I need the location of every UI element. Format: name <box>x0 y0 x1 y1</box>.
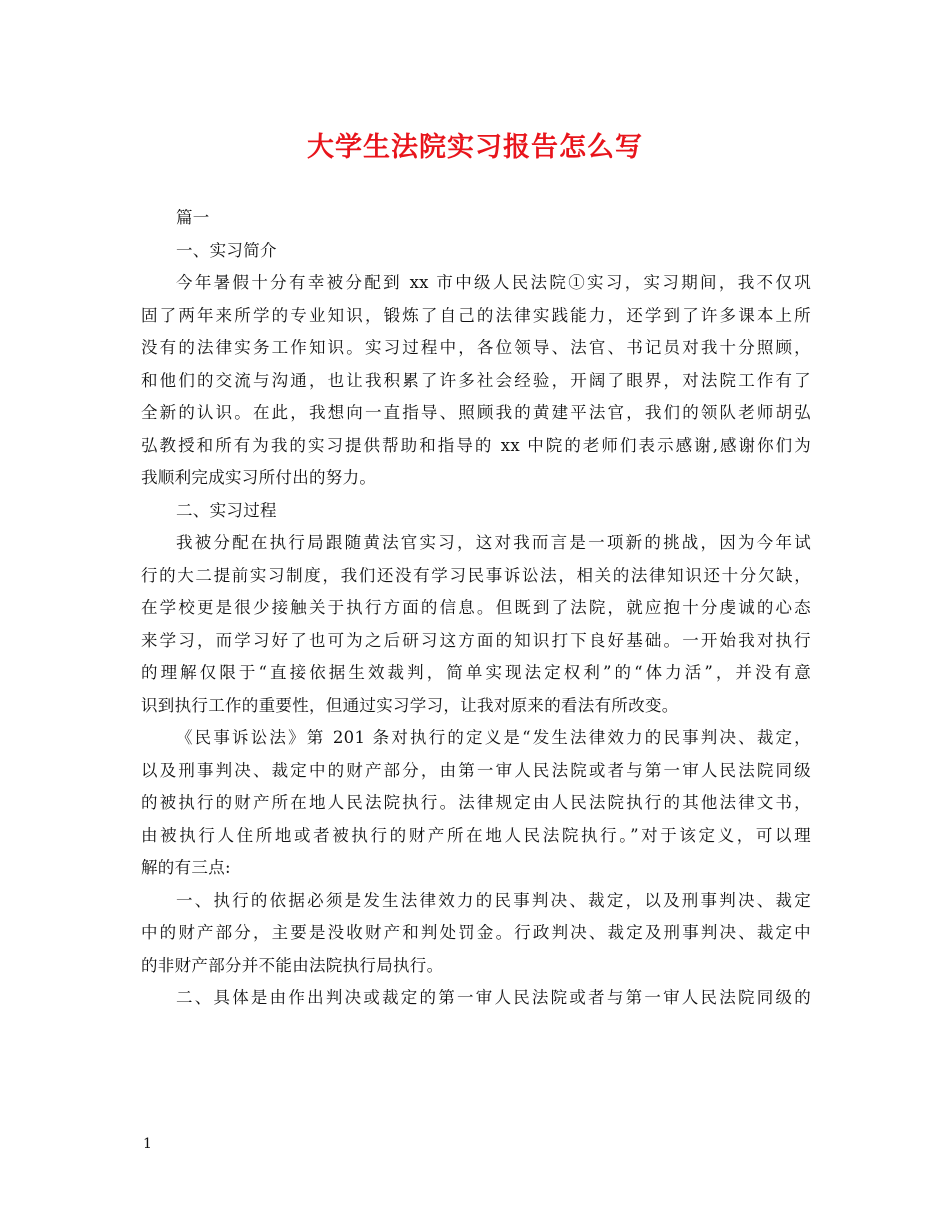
text-line: 我被分配在执行局跟随黄法官实习，这对我而言是一项新的挑战，因为今年试 <box>176 533 811 552</box>
text-line: 今年暑假十分有幸被分配到 xx 市中级人民法院①实习，实习期间，我不仅巩 <box>176 273 811 292</box>
text-line: 篇一 <box>176 208 210 227</box>
text-line: 的被执行的财产所在地人民法院执行。法律规定由人民法院执行的其他法律文书， <box>141 793 811 812</box>
text-line: 在学校更是很少接触关于执行方面的信息。但既到了法院，就应抱十分虔诚的心态 <box>141 598 811 617</box>
text-line: 一、实习简介 <box>176 240 277 260</box>
document-title: 大学生法院实习报告怎么写 <box>307 132 643 163</box>
text-line: 的非财产部分并不能由法院执行局执行。 <box>141 955 444 975</box>
text-line: 没有的法律实务工作知识。实习过程中，各位领导、法官、书记员对我十分照顾， <box>141 338 811 357</box>
page-number: 1 <box>143 1136 152 1152</box>
text-line: 弘教授和所有为我的实习提供帮助和指导的 xx 中院的老师们表示感谢,感谢你们为 <box>141 435 811 455</box>
text-line: 和他们的交流与沟通，也让我积累了许多社会经验，开阔了眼界，对法院工作有了 <box>141 370 811 390</box>
text-line: 以及刑事判决、裁定中的财产部分，由第一审人民法院或者与第一审人民法院同级 <box>141 760 811 780</box>
document-body <box>141 202 811 1015</box>
text-line: 的理解仅限于“直接依据生效裁判，简单实现法定权利”的“体力活”，并没有意 <box>141 663 811 682</box>
text-line: 全新的认识。在此，我想向一直指导、照顾我的黄建平法官，我们的领队老师胡弘 <box>141 403 811 422</box>
text-line: 二、实习过程 <box>176 500 277 520</box>
text-line: 由被执行人住所地或者被执行的财产所在地人民法院执行。”对于该定义，可以理 <box>141 825 811 845</box>
text-line: 固了两年来所学的专业知识，锻炼了自己的法律实践能力，还学到了许多课本上所 <box>141 305 811 325</box>
text-line: 中的财产部分，主要是没收财产和判处罚金。行政判决、裁定及刑事判决、裁定中 <box>141 923 811 942</box>
text-line: 解的有三点: <box>141 858 231 877</box>
text-line: 识到执行工作的重要性，但通过实习学习，让我对原来的看法有所改变。 <box>141 695 679 715</box>
text-line: 行的大二提前实习制度，我们还没有学习民事诉讼法，相关的法律知识还十分欠缺， <box>141 565 811 585</box>
text-line: 二、具体是由作出判决或裁定的第一审人民法院或者与第一审人民法院同级的 <box>176 988 811 1007</box>
text-line: 一、执行的依据必须是发生法律效力的民事判决、裁定，以及刑事判决、裁定 <box>176 890 811 910</box>
text-line: 来学习，而学习好了也可为之后研习这方面的知识打下良好基础。一开始我对执行 <box>141 630 811 650</box>
text-line: 《民事诉讼法》第 201 条对执行的定义是“发生法律效力的民事判决、裁定， <box>176 728 811 747</box>
text-line: 我顺利完成实习所付出的努力。 <box>141 468 377 487</box>
